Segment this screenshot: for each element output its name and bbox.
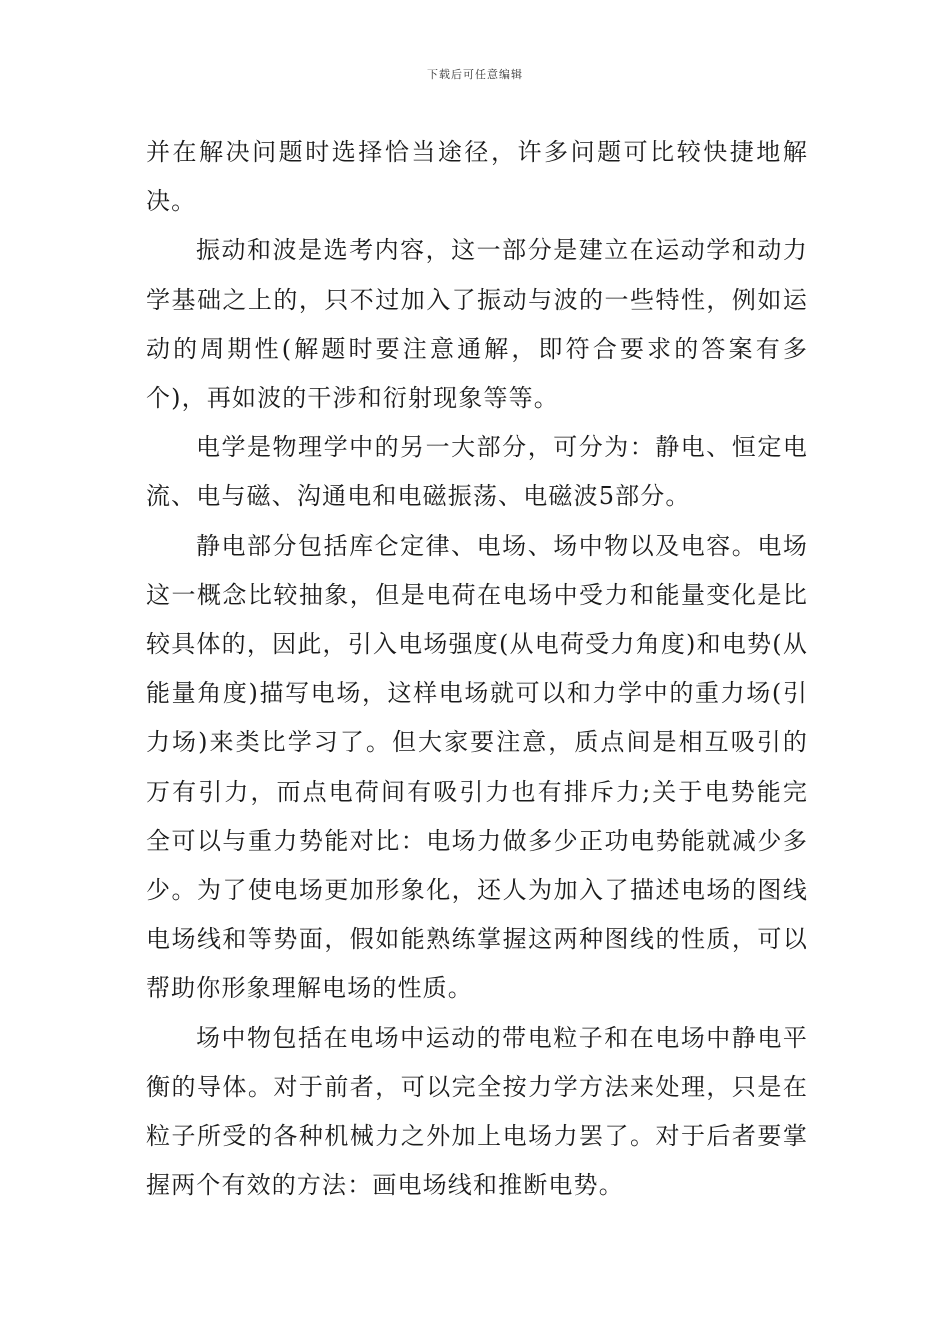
page-header-note: 下载后可任意编辑	[427, 68, 523, 81]
paragraph-electrostatics: 静电部分包括库仑定律、电场、场中物以及电容。电场这一概念比较抽象，但是电荷在电场中受力和能量变化是比较具体的，因此，引入电场强度(从电荷受力角度)和电势(从能量角度)描写电场，这样电场就可以和力学中的重力场(引力场)来类比学习了。但大家要注意，质点间是相互吸引的万有引力，而点电荷间有吸引力也有排斥力;关于电势能完全可以与重力势能对比：电场力做多少正功电势能就减少多少。为了使电场更加形象化，还人为加入了描述电场的图线 电场线和等势面，假如能熟练掌握这两种图线的性质，可以帮助你形象理解电场的性质。	[146, 531, 808, 1003]
paragraph-continuation: 并在解决问题时选择恰当途径，许多问题可比较快捷地解决。	[146, 138, 808, 216]
document-body	[146, 128, 808, 1210]
paragraph-vibration-waves: 振动和波是选考内容，这一部分是建立在运动学和动力学基础之上的，只不过加入了振动与波的一些特性，例如运动的周期性(解题时要注意通解，即符合要求的答案有多个)，再如波的干涉和衍射现象等等。	[146, 236, 808, 413]
paragraph-field-objects: 场中物包括在电场中运动的带电粒子和在电场中静电平衡的导体。对于前者，可以完全按力学方法来处理，只是在粒子所受的各种机械力之外加上电场力罢了。对于后者要掌握两个有效的方法：画电场线和推断电势。	[146, 1023, 808, 1200]
paragraph-electricity-overview: 电学是物理学中的另一大部分，可分为：静电、恒定电流、电与磁、沟通电和电磁振荡、电磁波5部分。	[146, 433, 808, 511]
